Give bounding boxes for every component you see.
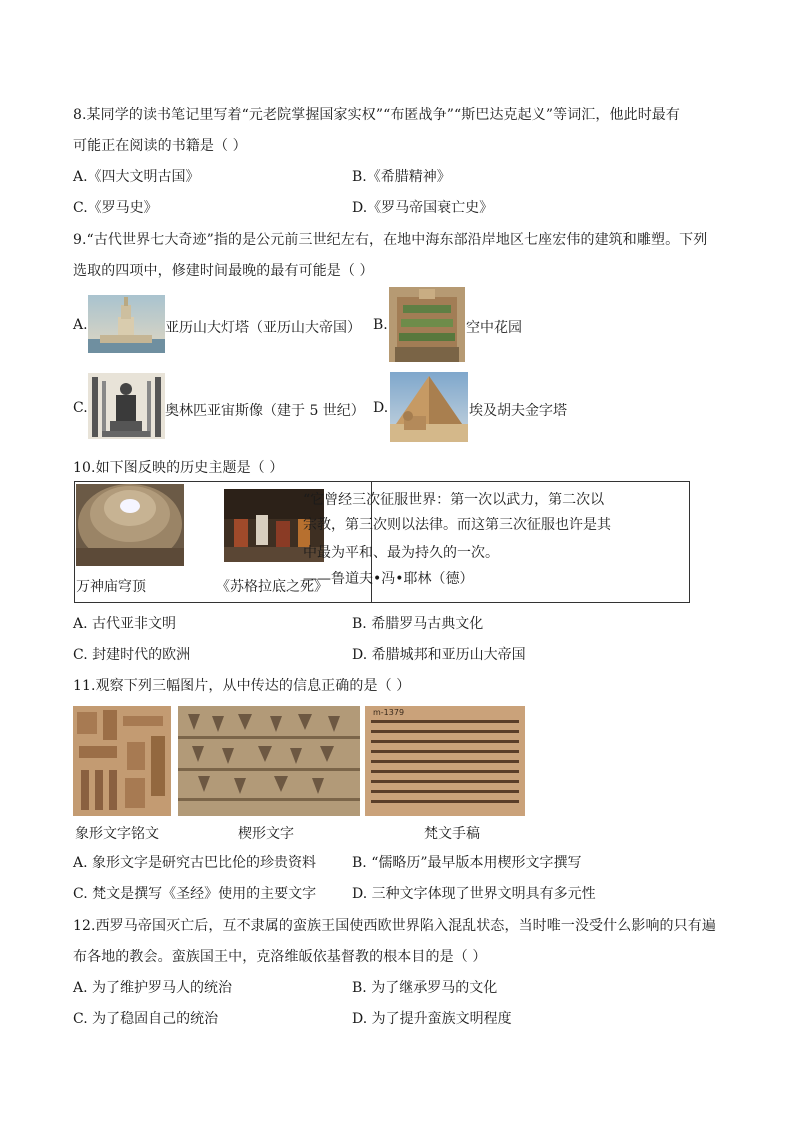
q8-stem-line2: 可能正在阅读的书籍是（ ） bbox=[73, 138, 247, 154]
cuneiform-caption: 楔形文字 bbox=[238, 826, 294, 842]
q12-option-c: C. 为了稳固自己的统治 bbox=[73, 1011, 219, 1027]
q8-stem-line1: 8.某同学的读书笔记里写着“元老院掌握国家实权”“布匿战争”“斯巴达克起义”等词汇，他此时最有 bbox=[73, 107, 680, 123]
q9-option-c-letter: C. bbox=[73, 400, 88, 416]
quote-attribution: ——鲁道夫•冯•耶林（德） bbox=[303, 571, 474, 587]
pantheon-dome-image bbox=[76, 484, 184, 566]
q9-option-b-letter: B. bbox=[373, 317, 388, 333]
quote-line2: 宗教，第三次则以法律。而这第三次征服也许是其 bbox=[303, 517, 611, 533]
manuscript-mark: m-1379 bbox=[373, 708, 405, 717]
quote-line3: 中最为平和、最为持久的一次。 bbox=[303, 545, 499, 561]
q11-stem: 11.观察下列三幅图片，从中传达的信息正确的是（ ） bbox=[73, 678, 411, 694]
q9-option-a-text: 亚历山大灯塔（亚历山大帝国） bbox=[165, 320, 361, 336]
cuneiform-image bbox=[178, 706, 360, 816]
q9-stem-line2: 选取的四项中，修建时间最晚的最有可能是（ ） bbox=[73, 263, 374, 279]
hieroglyph-image bbox=[73, 706, 171, 816]
q9-option-d-letter: D. bbox=[373, 400, 389, 416]
q8-option-a: A.《四大文明古国》 bbox=[73, 169, 200, 185]
hieroglyph-caption: 象形文字铭文 bbox=[75, 826, 159, 842]
q10-option-a: A. 古代亚非文明 bbox=[73, 616, 177, 632]
quote-line1: “它曾经三次征服世界：第一次以武力，第二次以 bbox=[303, 492, 605, 508]
hanging-gardens-image bbox=[389, 287, 465, 362]
q12-option-a: A. 为了维护罗马人的统治 bbox=[73, 980, 233, 996]
sanskrit-manuscript-image bbox=[365, 706, 525, 816]
q10-option-c: C. 封建时代的欧洲 bbox=[73, 647, 191, 663]
q12-option-d: D. 为了提升蛮族文明程度 bbox=[352, 1011, 512, 1027]
q12-stem-line2: 布各地的教会。蛮族国王中，克洛维皈依基督教的根本目的是（ ） bbox=[73, 949, 487, 965]
q12-stem-line1: 12.西罗马帝国灭亡后，互不隶属的蛮族王国使西欧世界陷入混乱状态，当时唯一没受什么影响的只有遍 bbox=[73, 918, 716, 934]
q11-option-c: C. 梵文是撰写《圣经》使用的主要文字 bbox=[73, 886, 317, 902]
sanskrit-caption: 梵文手稿 bbox=[424, 826, 480, 842]
q9-option-d-text: 埃及胡夫金字塔 bbox=[469, 403, 567, 419]
q10-stem: 10.如下图反映的历史主题是（ ） bbox=[73, 460, 284, 476]
q8-option-d: D.《罗马帝国衰亡史》 bbox=[352, 200, 494, 216]
q9-option-a-letter: A. bbox=[73, 317, 88, 333]
socrates-caption: 《苏格拉底之死》 bbox=[216, 579, 328, 595]
q11-option-b: B. “儒略历”最早版本用楔形文字撰写 bbox=[352, 855, 582, 871]
lighthouse-image bbox=[88, 295, 165, 353]
q10-option-b: B. 希腊罗马古典文化 bbox=[352, 616, 484, 632]
q10-option-d: D. 希腊城邦和亚历山大帝国 bbox=[352, 647, 526, 663]
zeus-statue-image bbox=[88, 373, 165, 439]
q9-option-b-text: 空中花园 bbox=[466, 320, 522, 336]
q11-option-d: D. 三种文字体现了世界文明具有多元性 bbox=[352, 886, 596, 902]
q8-option-c: C.《罗马史》 bbox=[73, 200, 158, 216]
pantheon-caption: 万神庙穹顶 bbox=[76, 579, 146, 595]
q8-option-b: B.《希腊精神》 bbox=[352, 169, 451, 185]
q12-option-b: B. 为了继承罗马的文化 bbox=[352, 980, 498, 996]
q11-option-a: A. 象形文字是研究古巴比伦的珍贵资料 bbox=[73, 855, 317, 871]
q9-stem-line1: 9.“古代世界七大奇迹”指的是公元前三世纪左右，在地中海东部沿岸地区七座宏伟的建筑和雕塑。下列 bbox=[73, 232, 708, 248]
pyramid-image bbox=[390, 372, 468, 442]
q9-option-c-text: 奥林匹亚宙斯像（建于 5 世纪） bbox=[165, 403, 365, 419]
